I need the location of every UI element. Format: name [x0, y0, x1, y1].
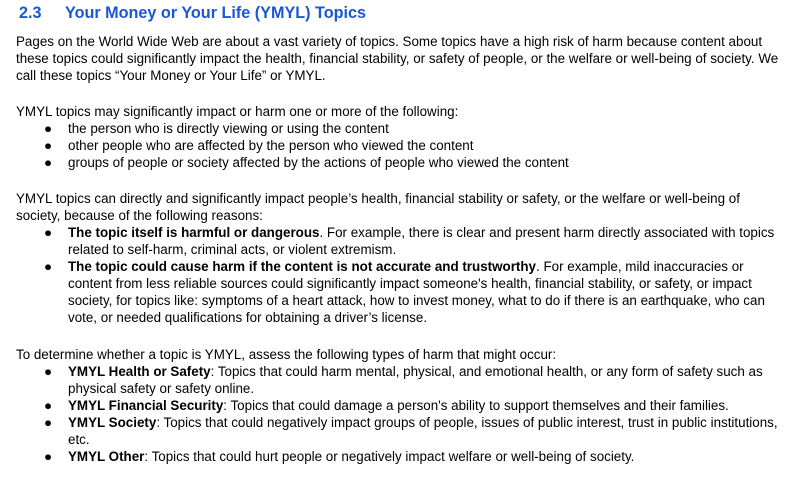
list-item: ● The topic could cause harm if the content is not accurate and trustworthy. For example, mild inaccuracies or content from less reliable sources could significantly impact someone's health, financial stability, or safety, or impact society, for topics like: symptoms of a heart attack, how to invest money, what to do if there is an earthquake, who can vote, or needed qualifications for obtaining a driver’s license.	[44, 259, 765, 325]
list-item: ● The topic itself is harmful or dangerous. For example, there is clear and present harm directly associated with topics related to self-harm, criminal acts, or violent extremism.	[44, 225, 775, 257]
bullet-icon: ●	[44, 225, 53, 240]
bullet-icon: ●	[44, 398, 53, 413]
reasons-list	[16, 224, 786, 326]
impact-list	[16, 120, 786, 171]
list-item: ● YMYL Health or Safety: Topics that could harm mental, physical, and emotional health, or any form of safety such as physical safety or safety online.	[44, 364, 763, 396]
list-item: ● the person who is directly viewing or using the content	[44, 121, 389, 136]
impact-lead: YMYL topics may significantly impact or harm one or more of the following:	[16, 104, 459, 119]
section-number: 2.3	[19, 4, 42, 22]
reasons-lead: YMYL topics can directly and significantly impact people’s health, financial stability or safety, or the welfare or well-being of society, because of the following reasons:	[16, 191, 740, 223]
intro-paragraph	[16, 33, 786, 84]
bullet-icon: ●	[44, 155, 53, 170]
section-title: Your Money or Your Life (YMYL) Topics	[65, 4, 366, 22]
harm-types-section	[16, 346, 786, 465]
reasons-section	[16, 190, 786, 326]
bullet-icon: ●	[44, 449, 53, 464]
list-item: ● groups of people or society affected by the actions of people who viewed the content	[44, 155, 569, 170]
bullet-icon: ●	[44, 415, 53, 430]
list-item: ● YMYL Financial Security: Topics that could damage a person's ability to support themselves and their families.	[44, 398, 729, 413]
list-item: ● YMYL Other: Topics that could hurt people or negatively impact welfare or well-being of society.	[44, 449, 635, 464]
intro-text: Pages on the World Wide Web are about a vast variety of topics. Some topics have a high risk of harm because content about these topics could significantly impact the health, financial stability, or safety of people, or the welfare or well-being of society. We call these topics “Your Money or Your Life” or YMYL.	[16, 34, 779, 83]
bullet-icon: ●	[44, 364, 53, 379]
impact-section	[16, 103, 786, 171]
harm-types-lead: To determine whether a topic is YMYL, assess the following types of harm that might occur:	[16, 347, 557, 362]
harm-types-list	[16, 363, 786, 465]
bullet-icon: ●	[44, 259, 53, 274]
bullet-icon: ●	[44, 121, 53, 136]
bullet-icon: ●	[44, 138, 53, 153]
list-item: ● other people who are affected by the person who viewed the content	[44, 138, 474, 153]
section-heading	[19, 2, 366, 24]
list-item: ● YMYL Society: Topics that could negatively impact groups of people, issues of public interest, trust in public institutions, etc.	[44, 415, 778, 447]
